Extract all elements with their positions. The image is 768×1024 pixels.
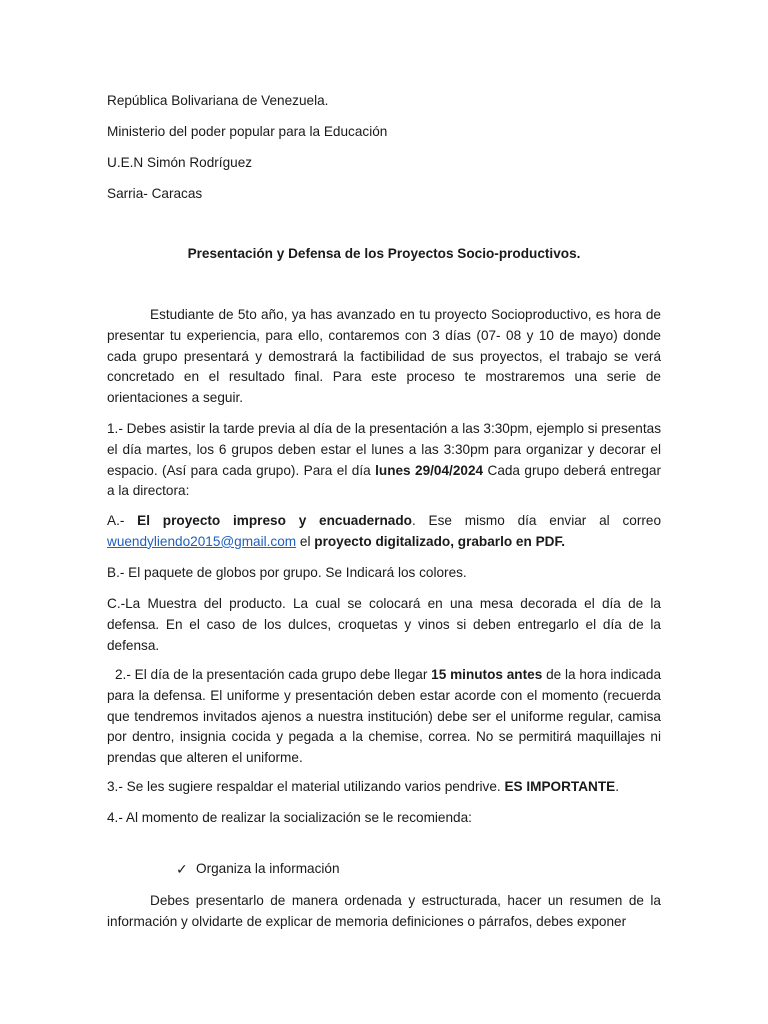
- email-link[interactable]: wuendyliendo2015@gmail.com: [107, 533, 297, 549]
- item-c-paragraph: C.-La Muestra del producto. La cual se colocará en una mesa decorada el día de la defensa. En el caso de los dulces, croquetas y vinos si deben entregarlo el día de la defensa.: [107, 596, 661, 653]
- header-country: República Bolivariana de Venezuela.: [107, 93, 329, 108]
- intro-paragraph: Estudiante de 5to año, ya has avanzado en tu proyecto Socioproductivo, es hora de presentar tu experiencia, para ello, contaremos con 3 días (07- 08 y 10 de mayo) donde cada grupo presentará y demostrará la factibilidad de sus proyectos, el trabajo se verá concretado en el resultado final. Para este proceso te mostraremos una serie de orientaciones a seguir.: [107, 307, 661, 406]
- item-b-paragraph: B.- El paquete de globos por grupo. Se Indicará los colores.: [107, 565, 467, 580]
- header-school: U.E.N Simón Rodríguez: [107, 155, 253, 170]
- bullet-label: Organiza la información: [196, 861, 340, 876]
- check-icon: ✓: [176, 861, 188, 877]
- closing-paragraph: Debes presentarlo de manera ordenada y estructurada, hacer un resumen de la información y olvidarte de explicar de memoria definiciones o párrafos, debes exponer: [107, 893, 661, 929]
- item-2-paragraph: 2.- El día de la presentación cada grupo debe llegar 15 minutos antes de la hora indicada para la defensa. El uniforme y presentación deben estar acorde con el momento (recuerda que tendremos invitados ajenos a nuestra institución) debe ser el uniforme regular, camisa por dentro, insignia cocida y pegada a la chemise, correa. No se permitirá maquillajes ni prendas que alteren el uniforme.: [107, 667, 662, 766]
- document-title: Presentación y Defensa de los Proyectos Socio-productivos.: [187, 246, 581, 261]
- header-location: Sarria- Caracas: [107, 186, 203, 201]
- header-ministry: Ministerio del poder popular para la Educación: [107, 124, 388, 139]
- item-1-paragraph: 1.- Debes asistir la tarde previa al día de la presentación a las 3:30pm, ejemplo si presentas el día martes, los 6 grupos deben estar el lunes a las 3:30pm para organizar y decorar el espacio. (Así para cada grupo). Para el día lunes 29/04/2024 Cada grupo deberá entregar a la directora:: [107, 421, 661, 499]
- item-3-paragraph: 3.- Se les sugiere respaldar el material utilizando varios pendrive. ES IMPORTANTE.: [107, 779, 620, 794]
- item-a-paragraph: A.- El proyecto impreso y encuadernado. Ese mismo día enviar al correo wuendyliendo2015@gmail.com el proyecto digitalizado, grabarlo en PDF.: [107, 513, 661, 549]
- item-4-paragraph: 4.- Al momento de realizar la socialización se le recomienda:: [107, 810, 472, 825]
